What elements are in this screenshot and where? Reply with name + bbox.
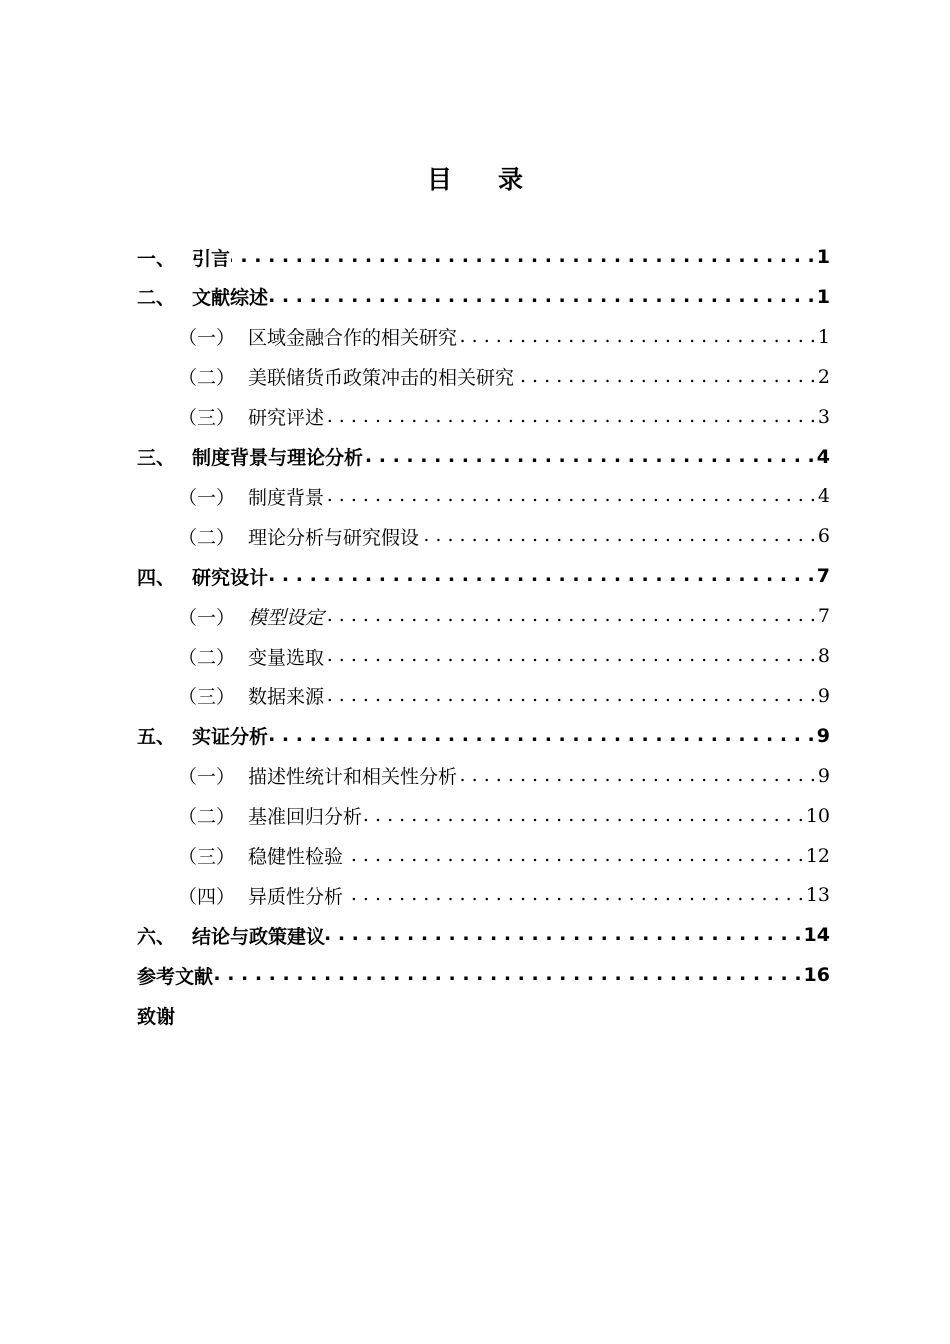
toc-entry-number: （二） [178,526,236,549]
toc-entry-label: 区域金融合作的相关研究 [248,327,458,350]
toc-entry[interactable] [178,357,830,397]
toc-entry-label: 制度背景与理论分析 [192,447,364,469]
dot-leader [269,556,815,596]
toc-entry-number: 五、 [137,726,176,749]
dot-leader [363,796,804,836]
toc-entry-label: 参考文献 [137,965,214,988]
toc-entry[interactable] [137,716,830,756]
dot-leader [364,437,815,477]
toc-entry-page-number: 3 [817,405,830,428]
toc-entry[interactable] [178,756,830,796]
toc-entry[interactable] [178,636,830,676]
dot-leader [325,397,816,437]
toc-entry-number: 六、 [137,925,176,948]
toc-entry[interactable] [178,796,830,836]
dot-leader [325,596,816,636]
toc-entry-number: （一） [178,327,236,350]
toc-entry-number: （一） [178,486,236,509]
toc-entry-page-number: 2 [817,365,830,388]
toc-entry-page-number: 9 [816,724,830,747]
toc-entry-page-number: 1 [816,285,830,308]
toc-entry[interactable] [137,995,830,1035]
toc-entry-label: 稳健性检验 [248,846,344,868]
toc-entry-page-number: 12 [805,844,830,867]
dot-leader [326,915,802,955]
toc-entry[interactable] [178,596,830,636]
toc-entry-label: 结论与政策建议 [192,925,326,948]
toc-entry-page-number: 6 [817,525,830,548]
toc-entry-number: 四、 [137,566,176,589]
toc-entry-number: 一、 [137,247,176,270]
toc-entry[interactable] [137,556,830,596]
toc-entry-page-number: 16 [803,964,830,987]
toc-entry[interactable] [178,676,830,716]
dot-leader [214,955,802,995]
toc-entry[interactable] [178,516,830,556]
toc-entry[interactable] [178,836,830,876]
toc-entry-label: 制度背景 [248,486,325,509]
toc-entry-label: 美联储货币政策冲击的相关研究 [248,367,515,390]
toc-entry-page-number: 14 [803,924,830,947]
toc-entry-label: 研究评述 [248,407,325,430]
toc-entry-label: 异质性分析 [248,885,344,908]
toc-entry-number: （二） [178,646,236,669]
toc-entry-number: （二） [178,806,236,829]
toc-entry-page-number: 10 [805,804,830,827]
toc-entry-number: （三） [178,686,236,709]
toc-entry-page-number: 4 [816,445,830,468]
toc-entry-page-number: 7 [817,605,830,628]
dot-leader [231,237,815,277]
toc-entry-page-number: 13 [805,884,830,907]
dot-leader [344,875,804,915]
toc-entry[interactable] [178,317,830,357]
toc-entry-label: 致谢 [137,1005,176,1028]
toc-entry[interactable] [137,437,830,477]
dot-leader [420,516,816,556]
toc-entry-page-number: 1 [817,325,830,348]
toc-entry-number: （一） [178,766,236,789]
toc-entry[interactable] [137,955,830,995]
title-char-2: 录 [498,165,524,194]
toc-entry-label: 理论分析与研究假设 [248,526,420,549]
toc-entry[interactable] [178,476,830,516]
toc-entry-page-number: 4 [817,485,830,508]
toc-entry[interactable] [178,875,830,915]
toc-entry-label: 描述性统计和相关性分析 [248,766,458,789]
toc-entry-number: （一） [178,606,236,629]
toc-entry-label: 引言 [192,247,231,270]
dot-leader [325,636,816,676]
dot-leader [458,317,816,357]
dot-leader [344,836,804,876]
toc-entry-label: 基准回归分析 [248,806,363,829]
toc-entry-number: （二） [178,367,236,390]
toc-entry-page-number: 7 [816,565,830,588]
toc-entry-label: 研究设计 [192,566,269,589]
dot-leader [269,716,815,756]
toc-entry-page-number: 9 [817,764,830,787]
toc-entry[interactable] [137,277,830,317]
dot-leader [269,277,815,317]
toc-entry-label: 实证分析 [192,726,269,749]
toc-entry-label: 文献综述 [192,287,269,310]
toc-entry-label: 变量选取 [248,646,325,669]
toc-entry-page-number: 9 [817,684,830,707]
toc-entry[interactable] [178,397,830,437]
toc-entry-number: （三） [178,407,236,430]
dot-leader [325,676,816,716]
dot-leader [458,756,816,796]
toc-entry-number: 二、 [137,287,176,310]
toc-entry-number: 三、 [137,447,176,469]
toc-entry-number: （三） [178,846,236,868]
toc-entry[interactable] [137,915,830,955]
dot-leader [515,357,816,397]
toc-entry-label: 模型设定 [248,606,325,629]
toc-entry-label: 数据来源 [248,686,325,709]
dot-leader [325,476,816,516]
toc-entry-page-number: 8 [817,645,830,667]
toc-entry-page-number: 1 [816,246,830,268]
title-char-1: 目 [426,165,452,194]
toc-entry-number: （四） [178,885,236,908]
toc-entry[interactable] [137,237,830,277]
